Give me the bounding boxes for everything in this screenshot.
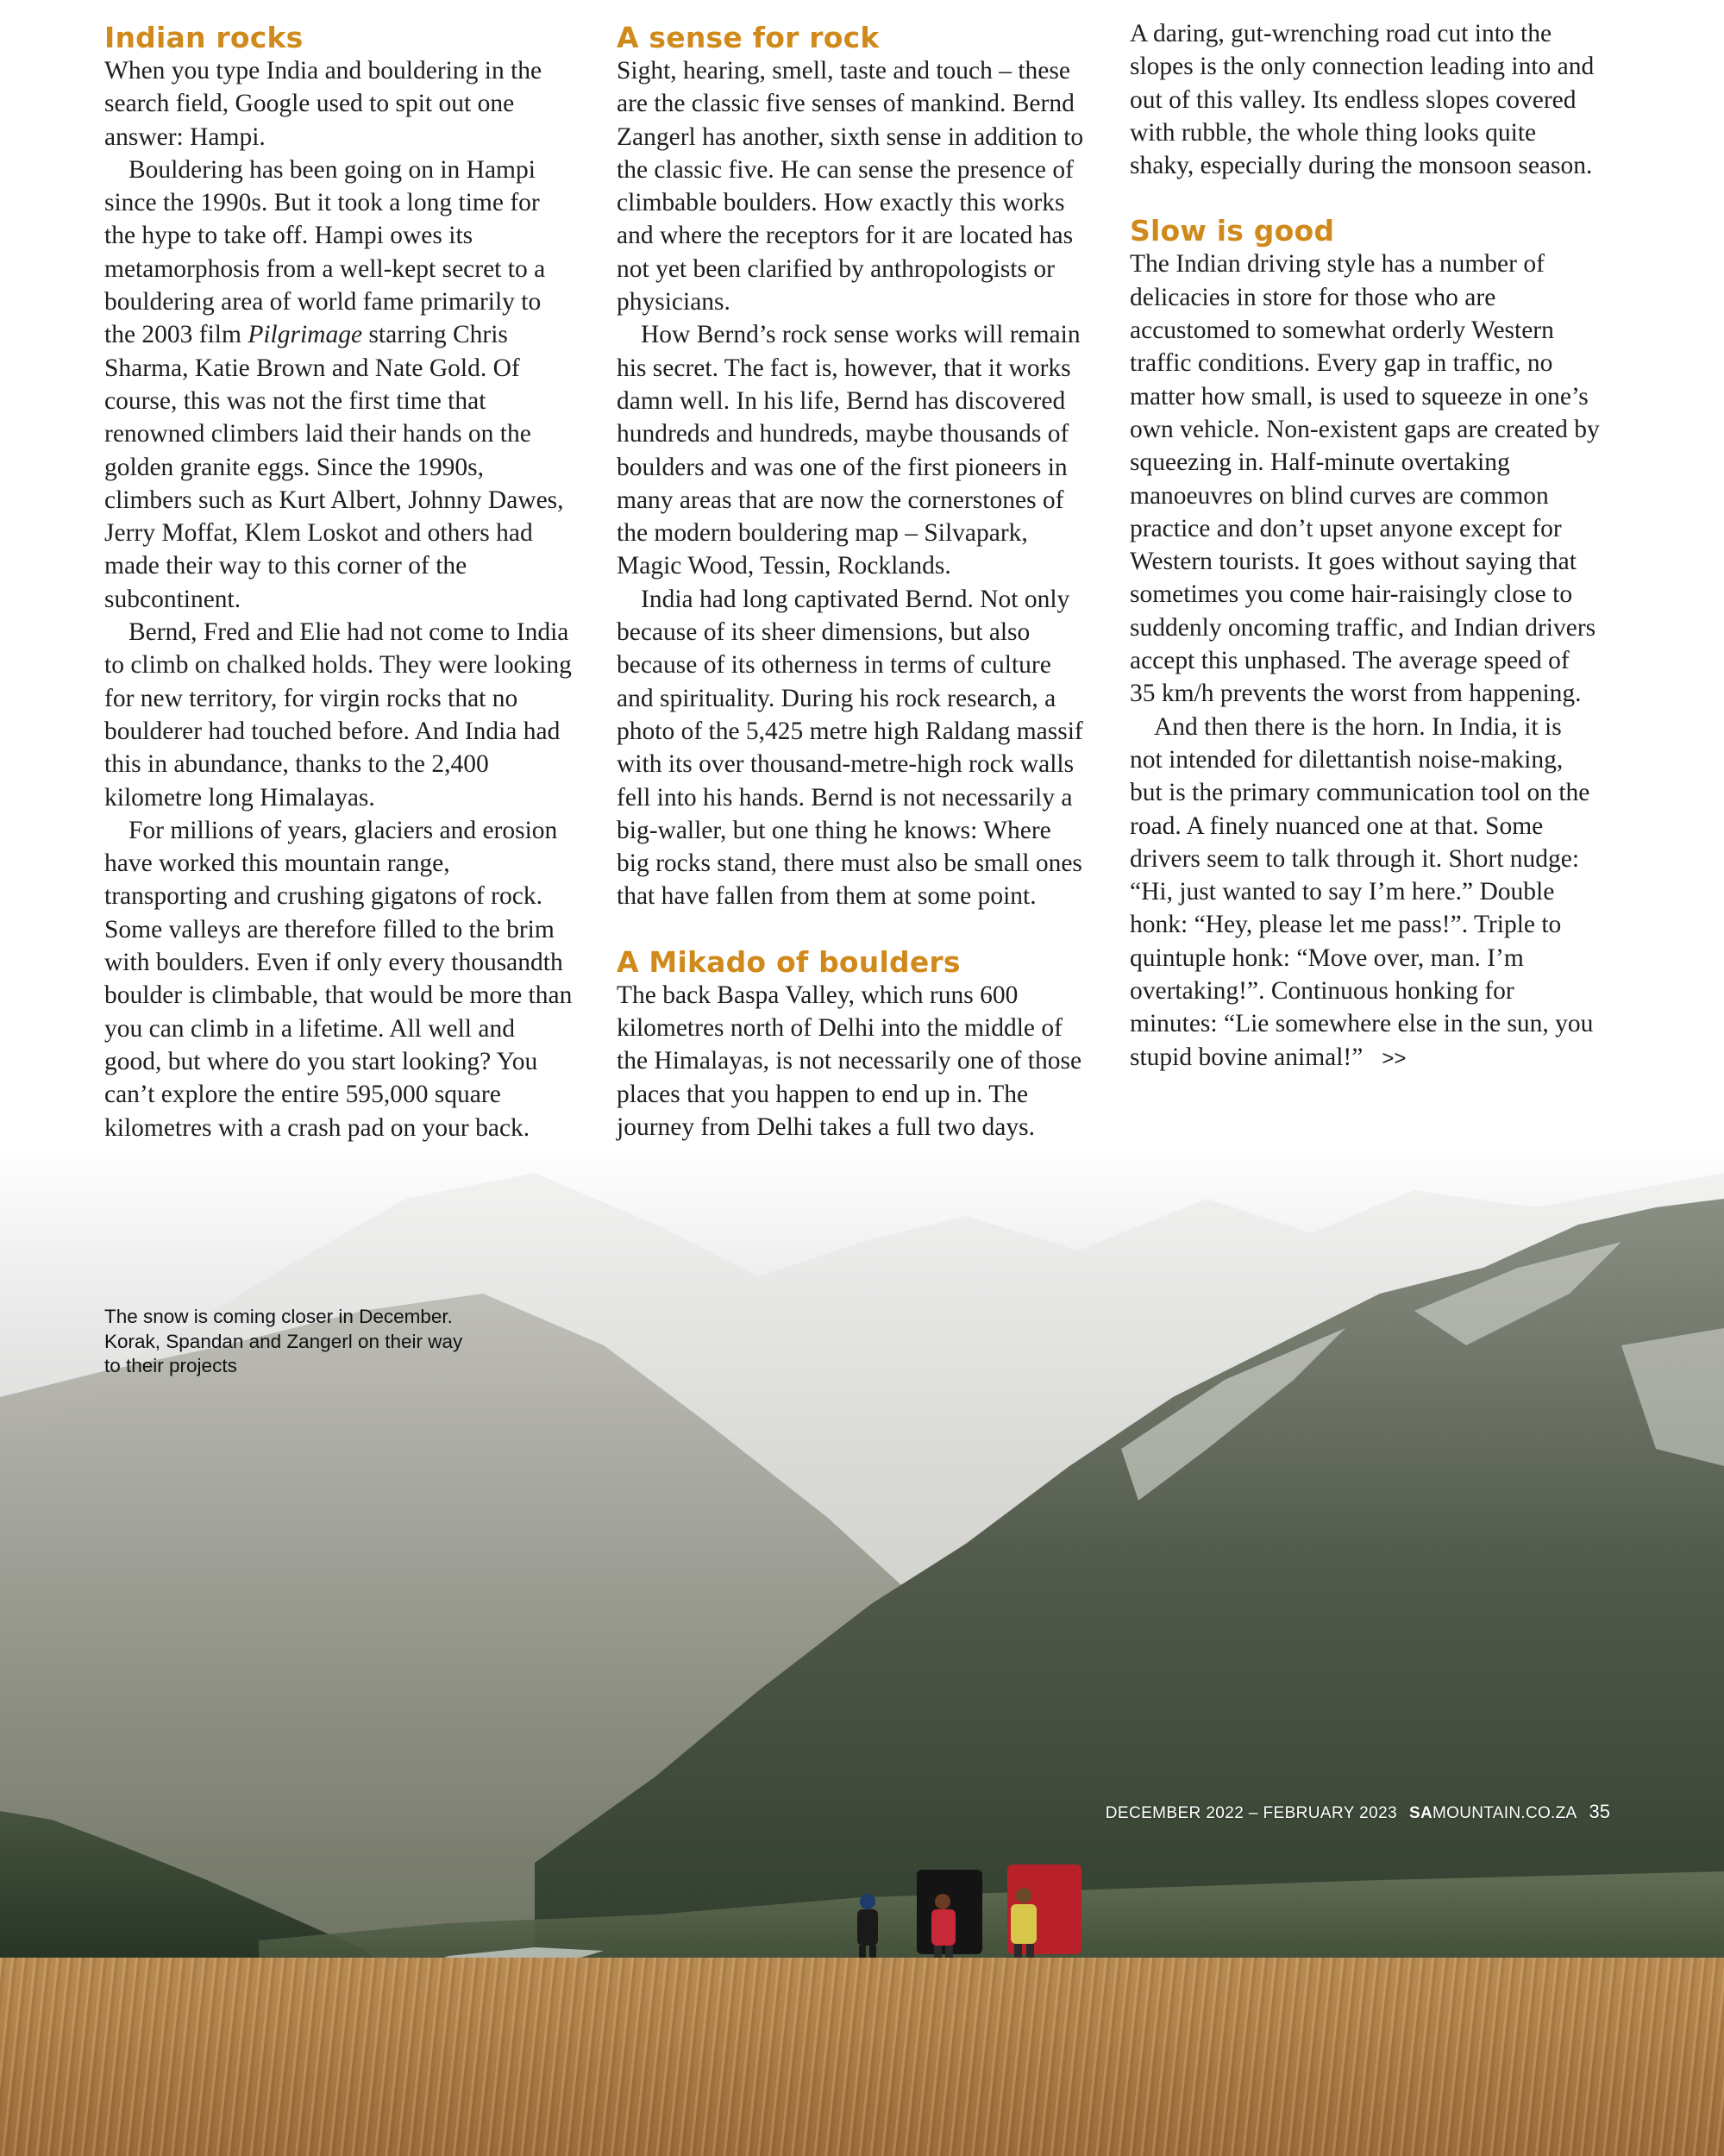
article-column-1 xyxy=(104,0,574,1144)
paragraph: Sight, hearing, smell, taste and touch – these are the classic five senses of mankind. Bernd Zangerl has another, sixth sense in addition to the classic five. He can sense the presence of climbable boulders. How exactly this works and where the receptors for it are located has not yet been clarified by anthropologists or physicians. xyxy=(617,57,1084,317)
paragraph-text: And then there is the horn. In India, it is not intended for dilettantish noise-making, but is the primary communication tool on the road. A finely nuanced one at that. Some drivers seem to talk through it. Short nudge: “Hi, just wanted to say I’m here.” Double honk: “Hey, please let me pass!”. Triple to quintuple honk: “Move over, man. I’m overtaking!”. Continuous honking for minutes: “Lie somewhere else in the sun, you stupid bovine animal!” xyxy=(1130,712,1594,1071)
paragraph: Bernd, Fred and Elie had not come to India to climb on chalked holds. They were looking for new territory, for virgin rocks that no boulderer had touched before. And India had this in abundance, thanks to the 2,400 kilometre long Himalayas. xyxy=(104,618,572,812)
website-url xyxy=(1409,1804,1577,1823)
paragraph: A daring, gut-wrenching road cut into the slopes is the only connection leading into and out of this valley. Its endless slopes covered with rubble, the whole thing looks quite shaky, especially during the monsoon season. xyxy=(1130,20,1595,180)
site-rest: MOUNTAIN.CO.ZA xyxy=(1432,1804,1577,1822)
page-number: 35 xyxy=(1589,1801,1610,1822)
page-footer xyxy=(1106,1801,1610,1827)
heading-indian-rocks: Indian rocks xyxy=(104,21,304,54)
site-bold: SA xyxy=(1409,1804,1433,1822)
photo-caption: The snow is coming closer in December. Korak, Spandan and Zangerl on their way to their projects xyxy=(104,1306,463,1376)
paragraph: How Bernd’s rock sense works will remain his secret. The fact is, however, that it works damn well. In his life, Bernd has discovered hundreds and hundreds, maybe thousands of boulders and was one of the first pioneers in many areas that are now the cornerstones of the modern bouldering map – Silvapark, Magic Wood, Tessin, Rocklands. xyxy=(617,321,1081,580)
paragraph xyxy=(104,154,574,616)
article-column-2 xyxy=(617,0,1087,1144)
paragraph-text: starring Chris Sharma, Katie Brown and Nate Gold. Of course, this was not the first time that renowned climbers laid their hands on the golden granite eggs. Since the 1990s, climbers such as Kurt Albert, Johnny Dawes, Jerry Moffat, Klem Loskot and others had made their way to this corner of the subcontinent. xyxy=(104,321,564,613)
meadow-grass-texture xyxy=(0,1958,1724,2156)
paragraph: For millions of years, glaciers and erosion have worked this mountain range, transporting and crushing gigatons of rock. Some valleys are therefore filled to the brim with boulders. Even if only every thousandth boulder is climbable, that would be more than you can climb in a lifetime. All well and good, but where do you start looking? You can’t explore the entire 595,000 square kilometres with a crash pad on your back. xyxy=(104,816,573,1142)
paragraph: When you type India and bouldering in the search field, Google used to spit out one answer: Hampi. xyxy=(104,57,542,151)
paragraph-text: Bouldering has been going on in Hampi since the 1990s. But it took a long time for the hype to take off. Hampi owes its metamorphosis from a well-kept secret to a bouldering area of world fame primarily to the 2003 film xyxy=(104,155,546,349)
article-column-3 xyxy=(1130,0,1600,1075)
issue-date: DECEMBER 2022 – FEBRUARY 2023 xyxy=(1105,1804,1398,1822)
heading-sense-for-rock: A sense for rock xyxy=(617,21,880,54)
paragraph: India had long captivated Bernd. Not only because of its sheer dimensions, but also because of its otherness in terms of culture and spirituality. During his rock research, a photo of the 5,425 metre high Raldang massif with its over thousand-metre-high rock walls fell into his hands. Bernd is not necessarily a big-waller, but one thing he knows: Where big rocks stand, there must also be small ones that have fallen from them at some point. xyxy=(617,585,1083,911)
paragraph xyxy=(1130,711,1600,1075)
film-title: Pilgrimage xyxy=(248,321,363,349)
continue-marker: >> xyxy=(1382,1046,1407,1070)
heading-mikado-of-boulders: A Mikado of boulders xyxy=(617,944,961,979)
paragraph: The Indian driving style has a number of delicacies in store for those who are accustomed to somewhat orderly Western traffic conditions. Every gap in traffic, no matter how small, is used to squeeze in one’s own vehicle. Non-existent gaps are created by squeezing in. Half-minute overtaking manoeuvres on blind curves are common practice and don’t upset anyone except for Western tourists. It goes without saying that sometimes you come hair-raisingly close to suddenly oncoming traffic, and Indian drivers accept this unphased. The average speed of 35 km/h prevents the worst from happening. xyxy=(1130,250,1600,708)
paragraph: The back Baspa Valley, which runs 600 kilometres north of Delhi into the middle of the Himalayas, is not necessarily one of those places that you happen to end up in. The journey from Delhi takes a full two days. xyxy=(617,981,1082,1141)
heading-slow-is-good: Slow is good xyxy=(1130,214,1335,248)
